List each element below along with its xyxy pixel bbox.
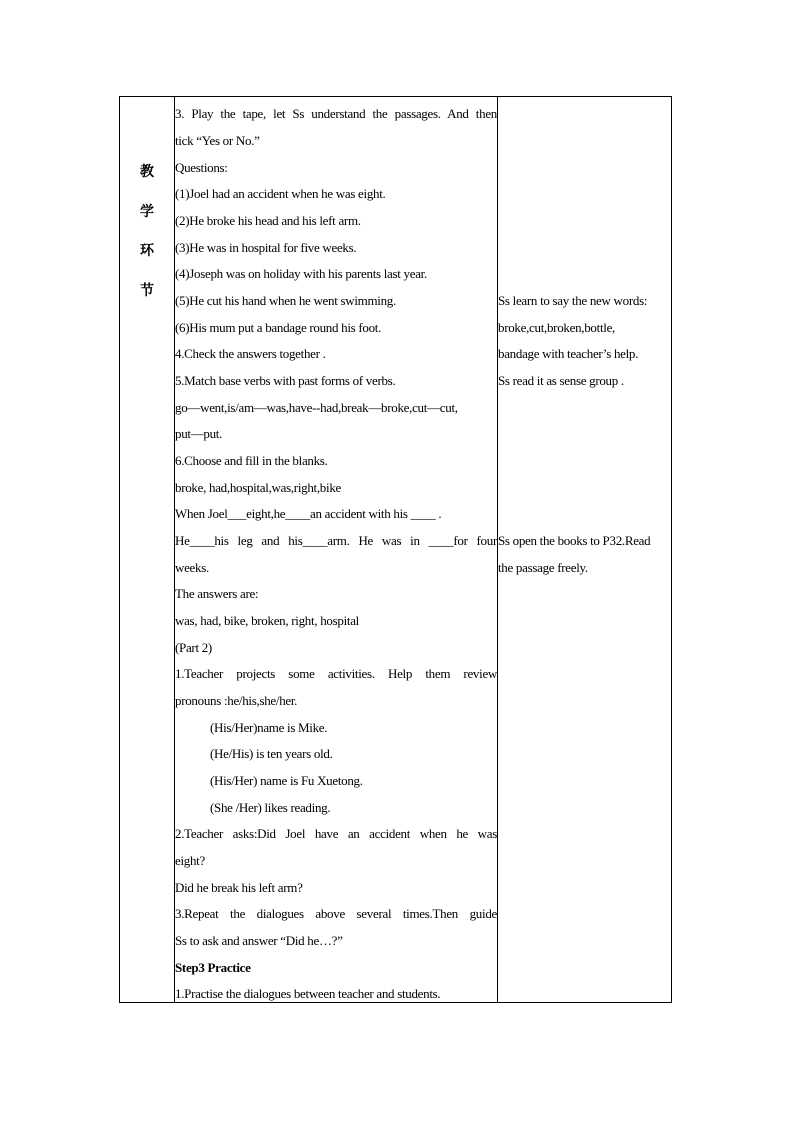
student-activity-column [498, 97, 673, 1002]
lesson-table [119, 96, 672, 1003]
procedure-line: Did he break his left arm? [175, 880, 303, 895]
teaching-procedure-column [175, 97, 497, 1002]
question-item: (6)His mum put a bandage round his foot. [175, 320, 382, 335]
section-label-char: 学 [140, 204, 154, 220]
question-item: (2)He broke his head and his left arm. [175, 213, 361, 228]
question-item: (5)He cut his hand when he went swimming. [175, 293, 396, 308]
procedure-line: 1.Practise the dialogues between teacher and students. [175, 986, 441, 1001]
procedure-line: 1.Teacher projects some activities. Help them review [175, 666, 497, 681]
fill-blank-line: When Joel___eight,he____an accident with his ____ . [175, 506, 442, 521]
part-heading: (Part 2) [175, 640, 212, 655]
procedure-line: Ss to ask and answer “Did he…?” [175, 933, 343, 948]
fill-blank-line: He____his leg and his____arm. He was in ____for four [175, 533, 497, 548]
procedure-line: pronouns :he/his,she/her. [175, 693, 298, 708]
step-heading: Step3 Practice [175, 960, 251, 975]
procedure-line: 3. Play the tape, let Ss understand the passages. And then [175, 106, 497, 121]
procedure-line: tick “Yes or No.” [175, 133, 260, 148]
activity-line: the passage freely. [498, 560, 588, 575]
pronoun-example: (His/Her)name is Mike. [210, 720, 328, 735]
procedure-line: 3.Repeat the dialogues above several times.Then guide [175, 906, 497, 921]
procedure-line: 2.Teacher asks:Did Joel have an accident when he was [175, 826, 497, 841]
question-item: (3)He was in hospital for five weeks. [175, 240, 357, 255]
procedure-line: 5.Match base verbs with past forms of verbs. [175, 373, 396, 388]
pronoun-example: (His/Her) name is Fu Xuetong. [210, 773, 363, 788]
activity-line: Ss open the books to P32.Read [498, 533, 651, 548]
procedure-line: put—put. [175, 426, 223, 441]
procedure-line: eight? [175, 853, 205, 868]
pronoun-example: (He/His) is ten years old. [210, 746, 333, 761]
pronoun-example: (She /Her) likes reading. [210, 800, 331, 815]
activity-line: bandage with teacher’s help. [498, 346, 639, 361]
procedure-line: Questions: [175, 160, 228, 175]
fill-blank-line: weeks. [175, 560, 209, 575]
section-label-char: 教 [140, 164, 154, 180]
procedure-line: 6.Choose and fill in the blanks. [175, 453, 328, 468]
procedure-line: 4.Check the answers together . [175, 346, 326, 361]
activity-line: Ss read it as sense group . [498, 373, 624, 388]
procedure-line: go—went,is/am—was,have--had,break—broke,cut—cut, [175, 400, 458, 415]
question-item: (1)Joel had an accident when he was eight. [175, 186, 386, 201]
question-item: (4)Joseph was on holiday with his parents last year. [175, 266, 427, 281]
activity-line: Ss learn to say the new words: [498, 293, 648, 308]
activity-line: broke,cut,broken,bottle, [498, 320, 615, 335]
section-label-char: 节 [140, 283, 154, 299]
section-label-char: 环 [140, 243, 154, 259]
procedure-line: The answers are: [175, 586, 259, 601]
section-label-column [120, 97, 174, 1002]
answer-line: was, had, bike, broken, right, hospital [175, 613, 359, 628]
procedure-line: broke, had,hospital,was,right,bike [175, 480, 341, 495]
